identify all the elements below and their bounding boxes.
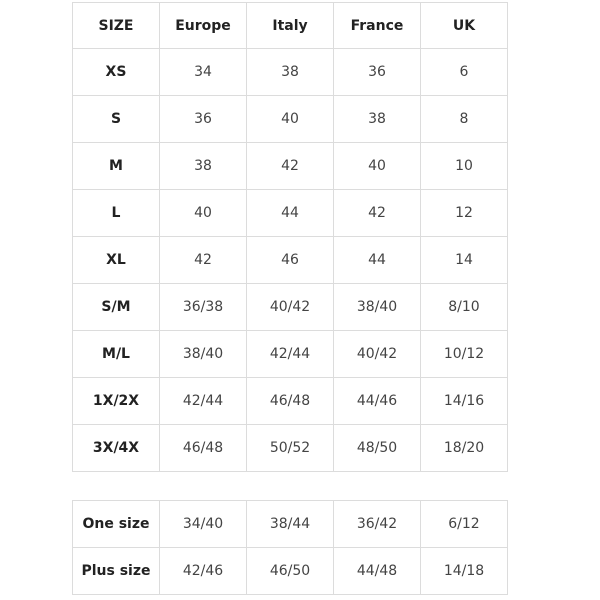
size-value-cell: 6 bbox=[421, 49, 508, 96]
size-value-cell: 42/46 bbox=[160, 548, 247, 595]
size-value-cell: 38/40 bbox=[160, 331, 247, 378]
size-value-cell: 38 bbox=[334, 96, 421, 143]
size-value-cell: 6/12 bbox=[421, 501, 508, 548]
size-value-cell: 48/50 bbox=[334, 425, 421, 472]
size-label-cell: XL bbox=[73, 237, 160, 284]
table-row bbox=[73, 378, 508, 425]
size-value-cell: 38/44 bbox=[247, 501, 334, 548]
size-value-cell: 36 bbox=[334, 49, 421, 96]
size-value-cell: 10/12 bbox=[421, 331, 508, 378]
size-range-body bbox=[73, 501, 508, 595]
size-label-cell: L bbox=[73, 190, 160, 237]
size-value-cell: 46/48 bbox=[247, 378, 334, 425]
header-cell-uk: UK bbox=[421, 3, 508, 49]
size-label-cell: M/L bbox=[73, 331, 160, 378]
size-value-cell: 44/46 bbox=[334, 378, 421, 425]
size-value-cell: 40 bbox=[247, 96, 334, 143]
table-row bbox=[73, 237, 508, 284]
size-value-cell: 8/10 bbox=[421, 284, 508, 331]
header-cell-italy: Italy bbox=[247, 3, 334, 49]
header-row bbox=[73, 3, 508, 49]
size-value-cell: 38 bbox=[247, 49, 334, 96]
size-value-cell: 34 bbox=[160, 49, 247, 96]
size-value-cell: 50/52 bbox=[247, 425, 334, 472]
size-value-cell: 44 bbox=[247, 190, 334, 237]
size-value-cell: 18/20 bbox=[421, 425, 508, 472]
size-value-cell: 38 bbox=[160, 143, 247, 190]
size-value-cell: 8 bbox=[421, 96, 508, 143]
size-chart-table bbox=[72, 2, 508, 472]
table-row bbox=[73, 284, 508, 331]
size-value-cell: 34/40 bbox=[160, 501, 247, 548]
size-value-cell: 46 bbox=[247, 237, 334, 284]
header-cell-size: SIZE bbox=[73, 3, 160, 49]
size-range-table bbox=[72, 500, 508, 595]
size-value-cell: 42 bbox=[160, 237, 247, 284]
size-value-cell: 10 bbox=[421, 143, 508, 190]
size-value-cell: 46/50 bbox=[247, 548, 334, 595]
size-value-cell: 14 bbox=[421, 237, 508, 284]
size-chart-body bbox=[73, 49, 508, 472]
size-value-cell: 36 bbox=[160, 96, 247, 143]
size-value-cell: 36/38 bbox=[160, 284, 247, 331]
size-value-cell: 36/42 bbox=[334, 501, 421, 548]
size-value-cell: 44 bbox=[334, 237, 421, 284]
size-value-cell: 38/40 bbox=[334, 284, 421, 331]
size-value-cell: 42 bbox=[334, 190, 421, 237]
size-value-cell: 42/44 bbox=[247, 331, 334, 378]
size-value-cell: 40/42 bbox=[247, 284, 334, 331]
size-value-cell: 42/44 bbox=[160, 378, 247, 425]
size-label-cell: One size bbox=[73, 501, 160, 548]
size-value-cell: 14/18 bbox=[421, 548, 508, 595]
size-label-cell: XS bbox=[73, 49, 160, 96]
size-value-cell: 42 bbox=[247, 143, 334, 190]
table-row bbox=[73, 425, 508, 472]
size-value-cell: 40 bbox=[160, 190, 247, 237]
size-value-cell: 46/48 bbox=[160, 425, 247, 472]
table-row bbox=[73, 190, 508, 237]
size-value-cell: 44/48 bbox=[334, 548, 421, 595]
table-row bbox=[73, 501, 508, 548]
table-row bbox=[73, 143, 508, 190]
size-label-cell: 3X/4X bbox=[73, 425, 160, 472]
table-row bbox=[73, 96, 508, 143]
header-cell-europe: Europe bbox=[160, 3, 247, 49]
size-value-cell: 40/42 bbox=[334, 331, 421, 378]
size-label-cell: M bbox=[73, 143, 160, 190]
size-label-cell: S bbox=[73, 96, 160, 143]
size-value-cell: 12 bbox=[421, 190, 508, 237]
size-value-cell: 40 bbox=[334, 143, 421, 190]
table-row bbox=[73, 49, 508, 96]
size-label-cell: 1X/2X bbox=[73, 378, 160, 425]
header-cell-france: France bbox=[334, 3, 421, 49]
table-row bbox=[73, 331, 508, 378]
table-row bbox=[73, 548, 508, 595]
size-label-cell: S/M bbox=[73, 284, 160, 331]
size-label-cell: Plus size bbox=[73, 548, 160, 595]
size-value-cell: 14/16 bbox=[421, 378, 508, 425]
